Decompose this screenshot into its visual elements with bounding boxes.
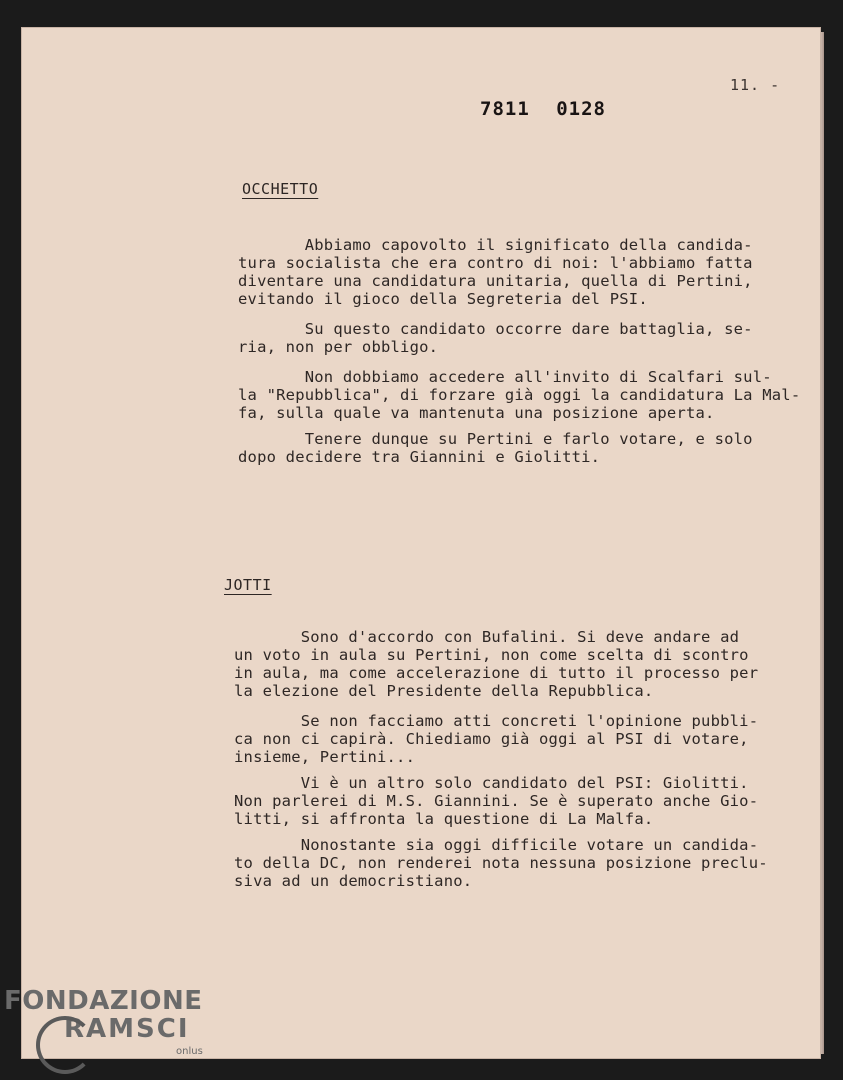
paragraph: Sono d'accordo con Bufalini. Si deve andare ad un voto in aula su Pertini, non come scelta di scontro in aula, ma come accelerazione di tutto il processo per la elezione del Presidente della Repubblica.: [234, 628, 759, 700]
paragraph: Abbiamo capovolto il significato della candida- tura socialista che era contro di noi: l'abbiamo fatta diventare una candidatura unitaria, quella di Pertini, evitando il gioco della Segreteria del PSI.: [238, 236, 753, 308]
watermark-line1: FONDAZIONE: [4, 986, 203, 1016]
paragraph: Su questo candidato occorre dare battaglia, se- ria, non per obbligo.: [238, 320, 753, 356]
speaker-heading-occhetto: OCCHETTO: [242, 180, 319, 198]
speaker-heading-jotti: JOTTI: [224, 576, 272, 594]
watermark-line2: RAMSCI: [64, 1014, 190, 1044]
paragraph: Non dobbiamo accedere all'invito di Scalfari sul- la "Repubblica", di forzare già oggi la candidatura La Mal- fa, sulla quale va mantenuta una posizione aperta.: [238, 368, 801, 422]
fondazione-gramsci-watermark: [4, 986, 203, 1057]
document-page: [22, 28, 820, 1058]
paragraph: Vi è un altro solo candidato del PSI: Giolitti. Non parlerei di M.S. Giannini. Se è superato anche Gio- litti, si affronta la questione di La Malfa.: [234, 774, 759, 828]
watermark-suffix: onlus: [176, 1046, 203, 1057]
paragraph: Nonostante sia oggi difficile votare un candida- to della DC, non renderei nota nessuna posizione preclu- siva ad un democristiano.: [234, 836, 768, 890]
page-number: 11. -: [730, 76, 781, 94]
paragraph: Se non facciamo atti concreti l'opinione pubbli- ca non ci capirà. Chiediamo già oggi al PSI di votare, insieme, Pertini...: [234, 712, 759, 766]
paragraph: Tenere dunque su Pertini e farlo votare, e solo dopo decidere tra Giannini e Giolitti.: [238, 430, 753, 466]
watermark-g-logo-icon: [36, 1016, 94, 1074]
archive-stamp-number: 7811 0128: [480, 98, 606, 120]
